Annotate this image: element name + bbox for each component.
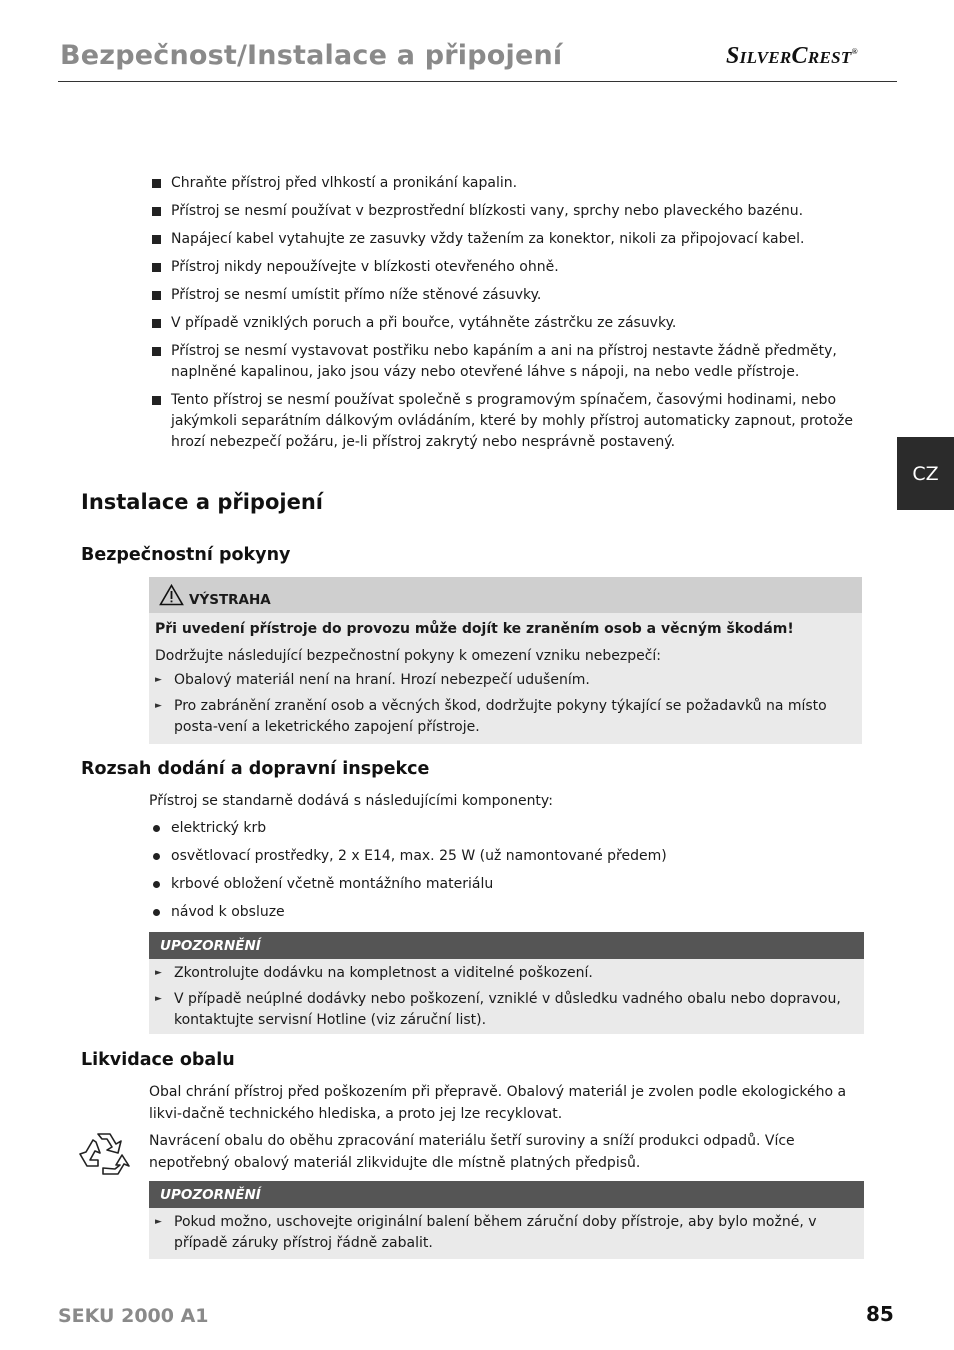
delivery-intro: Přístroj se standarně dodává s následujícími komponenty: xyxy=(149,793,553,809)
list-item: Přístroj se nesmí používat v bezprostřední blízkosti vany, sprchy nebo plaveckého bazénu. xyxy=(152,201,872,222)
disposal-heading: Likvidace obalu xyxy=(81,1050,235,1070)
page-title: Bezpečnost/Instalace a připojení xyxy=(60,40,563,71)
page-number: 85 xyxy=(866,1302,894,1326)
list-item: ► Obalový materiál není na hraní. Hrozí nebezpečí udušením. xyxy=(155,670,856,691)
warning-header xyxy=(149,577,862,613)
note-label: UPOZORNĚNÍ xyxy=(149,932,864,959)
language-tab: CZ xyxy=(897,437,954,510)
section-heading: Instalace a připojení xyxy=(81,490,323,514)
list-item: ► Pokud možno, uschovejte originální balení během záruční doby přístroje, aby bylo možné, v případě záruky přístroj řádně zabalit. xyxy=(155,1212,858,1254)
warning-box xyxy=(149,577,862,744)
list-item: Chraňte přístroj před vlhkostí a pronikání kapalin. xyxy=(152,173,872,194)
delivery-heading: Rozsah dodání a dopravní inspekce xyxy=(81,759,430,779)
list-item: osvětlovací prostředky, 2 x E14, max. 25 W (už namontované předem) xyxy=(152,846,872,867)
warning-bold-text: Při uvedení přístroje do provozu může dojít ke zraněním osob a věcným škodám! xyxy=(155,621,794,637)
warning-intro: Dodržujte následující bezpečnostní pokyny k omezení vzniku nebezpečí: xyxy=(155,648,661,664)
safety-instructions-heading: Bezpečnostní pokyny xyxy=(81,545,291,565)
warning-triangle-icon xyxy=(159,584,184,606)
delivery-list xyxy=(152,818,872,930)
note-label: UPOZORNĚNÍ xyxy=(149,1181,864,1208)
list-item: Přístroj nikdy nepoužívejte v blízkosti otevřeného ohně. xyxy=(152,257,872,278)
list-item: krbové obložení včetně montážního materiálu xyxy=(152,874,872,895)
header-rule xyxy=(58,81,897,82)
brand-logo: SILVERCREST® xyxy=(726,43,858,69)
list-item: Přístroj se nesmí umístit přímo níže stěnové zásuvky. xyxy=(152,285,872,306)
list-item: Napájecí kabel vytahujte ze zasuvky vždy tažením za konektor, nikoli za připojovací kabel. xyxy=(152,229,872,250)
list-item: V případě vzniklých poruch a při bouřce, vytáhněte zástrčku ze zásuvky. xyxy=(152,313,872,334)
list-item: Tento přístroj se nesmí používat společně s programovým spínačem, časovými hodinami, nebo jakýmkoli separátním dálkovým ovládáním, které by mohly přístroj automaticky zapnout, protože hrozí nebezpečí požáru, je-li přístroj zakrytý nebo nesprávně postavený. xyxy=(152,390,872,453)
recycle-icon xyxy=(76,1128,134,1182)
disposal-paragraph-1: Obal chrání přístroj před poškozením při přepravě. Obalový materiál je zvolen podle ekologického a likvi-dačně technického hlediska, a proto jej lze recyklovat. xyxy=(149,1084,847,1122)
list-item: ► V případě neúplné dodávky nebo poškození, vzniklé v důsledku vadného obalu nebo dopravou, kontaktujte servisní Hotline (viz záruční list). xyxy=(155,989,858,1031)
list-item: ► Zkontrolujte dodávku na kompletnost a viditelné poškození. xyxy=(155,963,858,984)
warning-label: VÝSTRAHA xyxy=(189,592,271,608)
disposal-note-box xyxy=(149,1181,864,1259)
safety-list xyxy=(152,173,872,460)
list-item: elektrický krb xyxy=(152,818,872,839)
delivery-note-box xyxy=(149,932,864,1034)
footer-model: SEKU 2000 A1 xyxy=(58,1305,209,1327)
list-item: návod k obsluze xyxy=(152,902,872,923)
list-item: ► Pro zabránění zranění osob a věcných škod, dodržujte pokyny týkající se požadavků na místo posta-vení a leketrického zapojení přístroje. xyxy=(155,696,856,738)
disposal-paragraph-2: Navrácení obalu do oběhu zpracování materiálu šetří suroviny a sníží produkci odpadů. Více nepotřebný obalový materiál zlikvidujte dle místně platných předpisů. xyxy=(149,1133,795,1171)
list-item: Přístroj se nesmí vystavovat postřiku nebo kapáním a ani na přístroj nestavte žádně předměty, naplněné kapalinou, jako jsou vázy nebo otevřené láhve s nápoji, na nebo vedle přístroje. xyxy=(152,341,872,383)
